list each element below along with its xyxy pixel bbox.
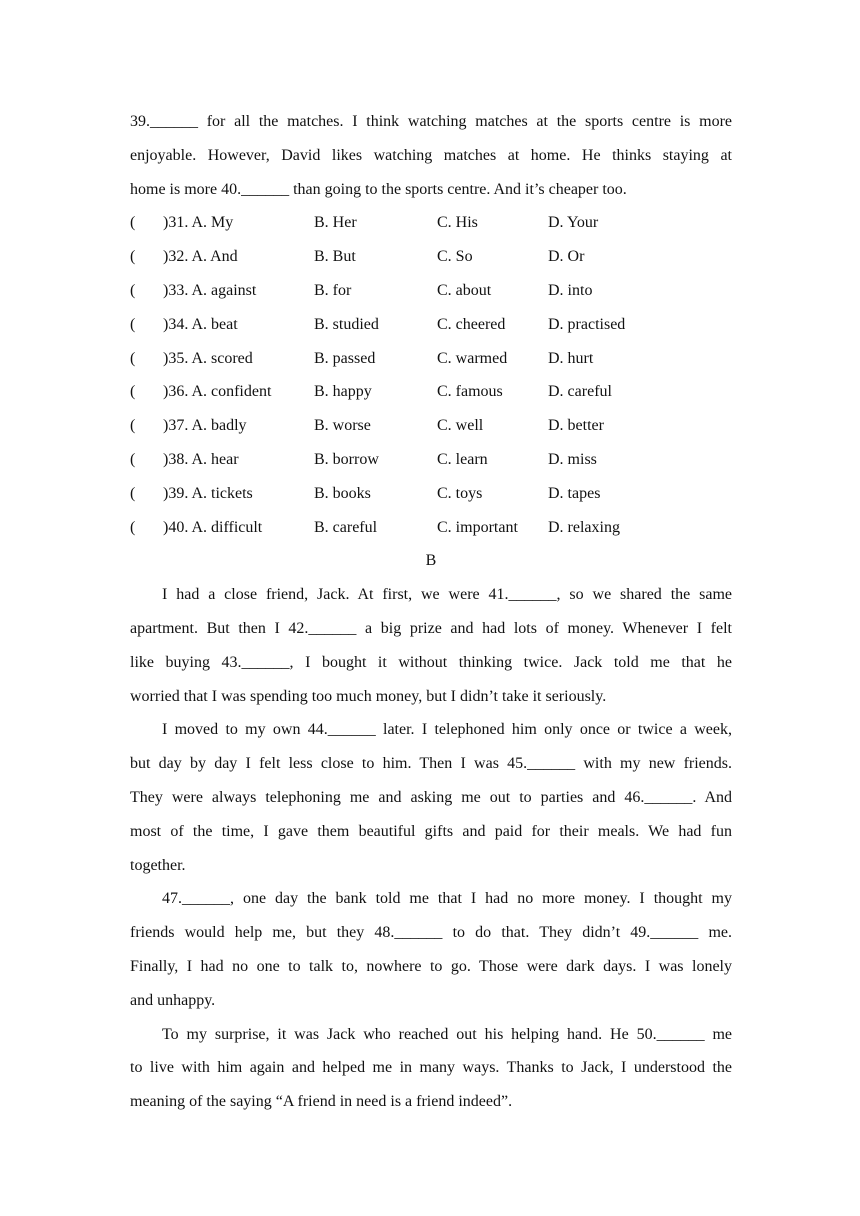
text-line: I moved to my own 44.______ later. I telephoned him only once or twice a week, bbox=[162, 721, 732, 739]
option-b: B. studied bbox=[314, 315, 379, 333]
option-d: D. better bbox=[548, 417, 604, 435]
option-a: )36. A. confident bbox=[163, 383, 272, 401]
section-b-title: B bbox=[425, 552, 437, 570]
option-a: )40. A. difficult bbox=[163, 518, 263, 536]
option-c: C. So bbox=[437, 248, 473, 266]
option-b: B. passed bbox=[314, 349, 376, 367]
text-line: like buying 43.______, I bought it without thinking twice. Jack told me that he bbox=[130, 653, 732, 671]
option-c: C. important bbox=[437, 518, 518, 536]
text-line: meaning of the saying “A friend in need is a friend indeed”. bbox=[130, 1093, 513, 1111]
option-row-35 bbox=[130, 342, 732, 376]
option-c: C. about bbox=[437, 281, 492, 299]
option-a: )33. A. against bbox=[163, 281, 257, 299]
text-line: home is more 40.______ than going to the sports centre. And it’s cheaper too. bbox=[130, 180, 627, 198]
option-row-33 bbox=[130, 274, 732, 308]
answer-bracket[interactable]: ( bbox=[130, 214, 136, 232]
text-line: To my surprise, it was Jack who reached out his helping hand. He 50.______ me bbox=[162, 1025, 732, 1043]
option-d: D. Your bbox=[548, 214, 599, 232]
option-row-31 bbox=[130, 206, 732, 240]
text-line: to live with him again and helped me in many ways. Thanks to Jack, I understood the bbox=[130, 1059, 732, 1077]
option-row-34 bbox=[130, 308, 732, 342]
option-row-38 bbox=[130, 443, 732, 477]
answer-bracket[interactable]: ( bbox=[130, 518, 136, 536]
option-c: C. learn bbox=[437, 450, 488, 468]
option-b: B. careful bbox=[314, 518, 378, 536]
option-a: )31. A. My bbox=[163, 214, 234, 232]
paragraph-1 bbox=[130, 578, 732, 713]
option-c: C. well bbox=[437, 417, 484, 435]
option-a: )34. A. beat bbox=[163, 315, 238, 333]
text-line: 39.______ for all the matches. I think watching matches at the sports centre is more bbox=[130, 113, 732, 130]
text-line: enjoyable. However, David likes watching matches at home. He thinks staying at bbox=[130, 146, 732, 164]
paragraph-2 bbox=[130, 713, 732, 882]
options-list bbox=[130, 206, 732, 544]
option-row-36 bbox=[130, 375, 732, 409]
answer-bracket[interactable]: ( bbox=[130, 450, 136, 468]
answer-bracket[interactable]: ( bbox=[130, 349, 136, 367]
text-line: 47.______, one day the bank told me that I had no more money. I thought my bbox=[162, 890, 732, 908]
passage-b bbox=[130, 578, 732, 1119]
text-line: together. bbox=[130, 856, 186, 874]
option-b: B. books bbox=[314, 484, 371, 502]
option-b: B. borrow bbox=[314, 450, 379, 468]
option-d: D. relaxing bbox=[548, 518, 620, 536]
option-a: )39. A. tickets bbox=[163, 484, 253, 502]
option-d: D. hurt bbox=[548, 349, 594, 367]
text-line: I had a close friend, Jack. At first, we were 41.______, so we shared the same bbox=[162, 586, 732, 604]
text-line: Finally, I had no one to talk to, nowhere to go. Those were dark days. I was lonely bbox=[130, 957, 732, 975]
option-b: B. But bbox=[314, 248, 356, 266]
option-b: B. Her bbox=[314, 214, 357, 232]
text-line: and unhappy. bbox=[130, 991, 216, 1009]
option-a: )32. A. And bbox=[163, 248, 238, 266]
answer-bracket[interactable]: ( bbox=[130, 484, 136, 502]
option-a: )35. A. scored bbox=[163, 349, 253, 367]
text-line: friends would help me, but they 48.______ to do that. They didn’t 49.______ me. bbox=[130, 924, 732, 942]
answer-bracket[interactable]: ( bbox=[130, 417, 136, 435]
paragraph-4 bbox=[130, 1018, 732, 1119]
option-c: C. His bbox=[437, 214, 478, 232]
passage-a-tail bbox=[130, 105, 732, 206]
text-line: most of the time, I gave them beautiful gifts and paid for their meals. We had fun bbox=[130, 822, 732, 840]
answer-bracket[interactable]: ( bbox=[130, 315, 136, 333]
option-c: C. cheered bbox=[437, 315, 506, 333]
answer-bracket[interactable]: ( bbox=[130, 383, 136, 401]
option-b: B. for bbox=[314, 281, 352, 299]
document-page bbox=[130, 105, 732, 1119]
option-row-32 bbox=[130, 240, 732, 274]
option-d: D. practised bbox=[548, 315, 626, 333]
option-b: B. worse bbox=[314, 417, 371, 435]
option-b: B. happy bbox=[314, 383, 372, 401]
text-line: apartment. But then I 42.______ a big prize and had lots of money. Whenever I felt bbox=[130, 619, 732, 637]
paragraph-3 bbox=[130, 882, 732, 1017]
option-d: D. tapes bbox=[548, 484, 601, 502]
option-c: C. warmed bbox=[437, 349, 508, 367]
text-line: but day by day I felt less close to him. Then I was 45.______ with my new friends. bbox=[130, 755, 732, 773]
answer-bracket[interactable]: ( bbox=[130, 281, 136, 299]
option-a: )37. A. badly bbox=[163, 417, 247, 435]
option-c: C. famous bbox=[437, 383, 503, 401]
option-d: D. into bbox=[548, 281, 593, 299]
option-d: D. Or bbox=[548, 248, 585, 266]
option-row-37 bbox=[130, 409, 732, 443]
option-c: C. toys bbox=[437, 484, 483, 502]
option-row-40 bbox=[130, 511, 732, 545]
text-line: They were always telephoning me and asking me out to parties and 46.______. And bbox=[130, 788, 732, 806]
text-line: worried that I was spending too much money, but I didn’t take it seriously. bbox=[130, 687, 607, 705]
option-a: )38. A. hear bbox=[163, 450, 239, 468]
option-row-39 bbox=[130, 477, 732, 511]
option-d: D. careful bbox=[548, 383, 612, 401]
answer-bracket[interactable]: ( bbox=[130, 248, 136, 266]
option-d: D. miss bbox=[548, 450, 597, 468]
